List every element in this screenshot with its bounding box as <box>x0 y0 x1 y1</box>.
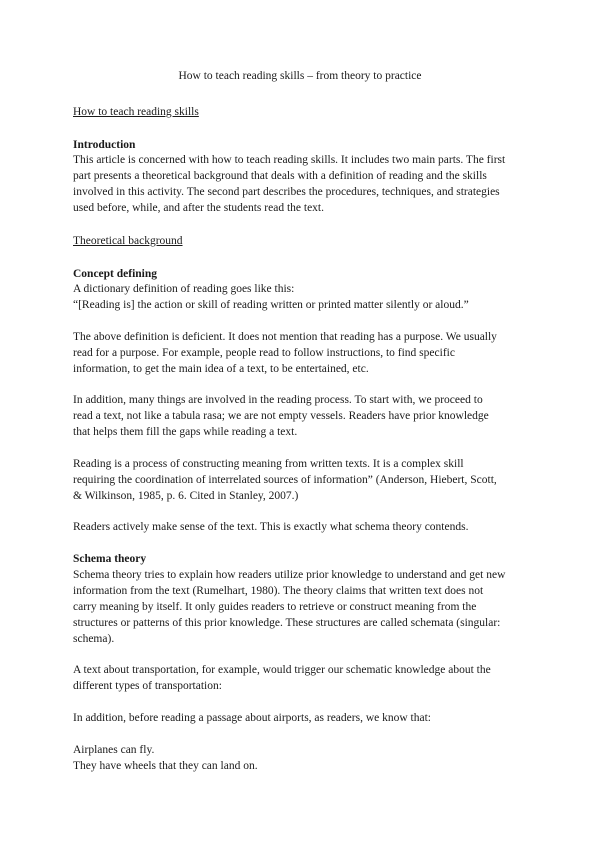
paragraph-line: read a text, not like a tabula rasa; we are not empty vessels. Readers have prior knowledge <box>73 410 489 422</box>
paragraph-line: Readers actively make sense of the text. This is exactly what schema theory contends. <box>73 521 469 533</box>
paragraph-line: carry meaning by itself. It only guides readers to retrieve or construct meaning from the <box>73 601 477 613</box>
paragraph-line: structures or patterns of this prior knowledge. These structures are called schemata (singular: <box>73 617 501 629</box>
concept-defining-heading: Concept defining <box>73 268 158 280</box>
paragraph-line: A text about transportation, for example, would trigger our schematic knowledge about the <box>73 664 491 676</box>
paragraph-line: that helps them fill the gaps while reading a text. <box>73 426 298 438</box>
paragraph-line: In addition, before reading a passage about airports, as readers, we know that: <box>73 712 431 724</box>
paragraph-line: Schema theory tries to explain how readers utilize prior knowledge to understand and get new <box>73 569 506 581</box>
introduction-line: involved in this activity. The second part describes the procedures, techniques, and strategies <box>73 186 500 198</box>
document-title: How to teach reading skills – from theory to practice <box>178 70 422 82</box>
paragraph-line: They have wheels that they can land on. <box>73 760 258 772</box>
paragraph-line: information, to get the main idea of a text, to be entertained, etc. <box>73 363 369 375</box>
paragraph-line: Reading is a process of constructing meaning from written texts. It is a complex skill <box>73 458 464 470</box>
section-heading-how-to-teach: How to teach reading skills <box>73 106 199 118</box>
theoretical-background-heading: Theoretical background <box>73 235 183 247</box>
paragraph-line: different types of transportation: <box>73 680 222 692</box>
paragraph-line: Airplanes can fly. <box>73 744 155 756</box>
paragraph-line: In addition, many things are involved in the reading process. To start with, we proceed to <box>73 394 483 406</box>
paragraph-line: information from the text (Rumelhart, 1980). The theory claims that written text does not <box>73 585 484 597</box>
paragraph-line: schema). <box>73 633 115 645</box>
paragraph-line: The above definition is deficient. It does not mention that reading has a purpose. We usually <box>73 331 497 343</box>
introduction-line: part presents a theoretical background that deals with a definition of reading and the skills <box>73 170 487 182</box>
paragraph-line: “[Reading is] the action or skill of reading written or printed matter silently or aloud.” <box>73 299 469 311</box>
paragraph-line: read for a purpose. For example, people read to follow instructions, to find specific <box>73 347 455 359</box>
schema-theory-heading: Schema theory <box>73 553 147 565</box>
paragraph-line: requiring the coordination of interrelated sources of information” (Anderson, Hiebert, Scott, <box>73 474 497 486</box>
paragraph-line: A dictionary definition of reading goes like this: <box>73 283 295 295</box>
introduction-line: This article is concerned with how to teach reading skills. It includes two main parts. The first <box>73 154 506 166</box>
introduction-line: used before, while, and after the students read the text. <box>73 202 324 214</box>
paragraph-line: & Wilkinson, 1985, p. 6. Cited in Stanley, 2007.) <box>73 490 299 502</box>
introduction-heading: Introduction <box>73 139 136 151</box>
